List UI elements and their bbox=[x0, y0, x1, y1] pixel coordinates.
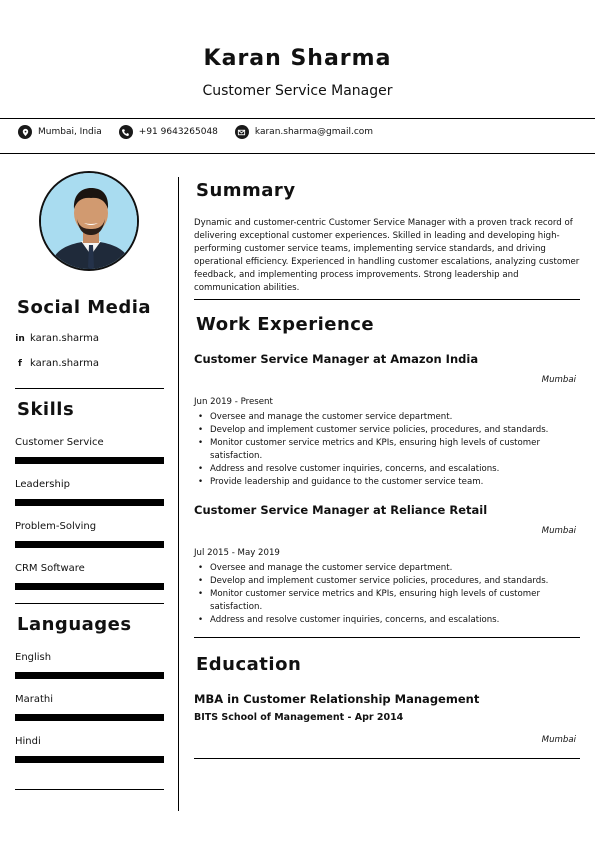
list-item: • Address and resolve customer inquiries, concerns, and escalations. bbox=[210, 463, 580, 476]
skill-bar bbox=[15, 541, 164, 548]
candidate-name: Karan Sharma bbox=[203, 46, 392, 71]
job-bullets bbox=[210, 411, 580, 489]
education-divider bbox=[194, 758, 580, 759]
job-title: Customer Service Manager at Amazon India bbox=[194, 352, 479, 366]
skill-label: Customer Service bbox=[15, 437, 104, 448]
contact-location bbox=[18, 125, 102, 139]
skill-bar bbox=[15, 499, 164, 506]
summary-text: Dynamic and customer-centric Customer Service Manager with a proven track record of delivering exceptional customer experiences. Skilled in leading and developing high-performing customer service teams, implementing service standards, and driving operational efficiency. Experienced in handling customer escalations, analyzing customer feedback, and implementing process improvements. Strong leadership and communication abilities. bbox=[194, 218, 580, 293]
list-item: • Monitor customer service metrics and KPIs, ensuring high levels of customer satisfaction. bbox=[210, 437, 580, 463]
list-item: • Develop and implement customer service policies, procedures, and standards. bbox=[210, 575, 580, 588]
language-label: Marathi bbox=[15, 694, 54, 705]
language-label: English bbox=[15, 652, 52, 663]
list-item: • Provide leadership and guidance to the customer service team. bbox=[210, 476, 580, 489]
avatar bbox=[39, 171, 139, 271]
experience-divider bbox=[194, 637, 580, 638]
language-bar bbox=[15, 714, 164, 721]
social-linkedin[interactable] bbox=[15, 333, 99, 344]
contact-location-text: Mumbai, India bbox=[38, 127, 102, 137]
skills-heading: Skills bbox=[17, 399, 75, 420]
avatar-portrait bbox=[41, 173, 139, 271]
job-location: Mumbai bbox=[541, 375, 576, 385]
job-dates: Jun 2019 - Present bbox=[194, 397, 273, 407]
skill-label: CRM Software bbox=[15, 563, 85, 574]
location-pin-icon bbox=[18, 125, 32, 139]
education-school: BITS School of Management - Apr 2014 bbox=[194, 712, 404, 723]
job-dates: Jul 2015 - May 2019 bbox=[194, 548, 280, 558]
list-item: • Address and resolve customer inquiries, concerns, and escalations. bbox=[210, 614, 580, 627]
job-title: Customer Service Manager at Reliance Retail bbox=[194, 503, 488, 517]
job-bullets bbox=[210, 562, 580, 627]
skill-label: Problem-Solving bbox=[15, 521, 97, 532]
facebook-icon: f bbox=[18, 358, 22, 369]
phone-icon bbox=[119, 125, 133, 139]
skill-bar bbox=[15, 583, 164, 590]
contact-bar bbox=[18, 124, 390, 140]
skill-bar bbox=[15, 457, 164, 464]
social-facebook[interactable] bbox=[15, 358, 99, 369]
language-bar bbox=[15, 672, 164, 679]
education-location: Mumbai bbox=[541, 735, 576, 745]
education-degree: MBA in Customer Relationship Management bbox=[194, 692, 480, 706]
work-experience-heading: Work Experience bbox=[196, 314, 375, 335]
languages-divider bbox=[15, 789, 164, 790]
language-label: Hindi bbox=[15, 736, 41, 747]
languages-heading: Languages bbox=[17, 614, 132, 635]
contact-email-text: karan.sharma@gmail.com bbox=[254, 127, 374, 137]
list-item: • Oversee and manage the customer service department. bbox=[210, 411, 580, 424]
list-item: • Oversee and manage the customer service department. bbox=[210, 562, 580, 575]
skill-label: Leadership bbox=[15, 479, 70, 490]
education-heading: Education bbox=[196, 654, 302, 675]
linkedin-icon: in bbox=[15, 333, 25, 344]
contact-email[interactable] bbox=[235, 125, 373, 139]
header-divider bbox=[0, 118, 595, 119]
contact-divider bbox=[0, 153, 595, 154]
email-icon bbox=[235, 125, 249, 139]
contact-phone[interactable] bbox=[119, 125, 218, 139]
social-divider bbox=[15, 388, 164, 389]
candidate-title: Customer Service Manager bbox=[202, 83, 393, 99]
contact-phone-text: +91 9643265048 bbox=[138, 127, 218, 137]
list-item: • Develop and implement customer service policies, procedures, and standards. bbox=[210, 424, 580, 437]
column-divider bbox=[178, 177, 179, 811]
social-linkedin-text: karan.sharma bbox=[30, 333, 99, 344]
summary-divider bbox=[194, 299, 580, 300]
summary-heading: Summary bbox=[196, 180, 296, 201]
social-media-heading: Social Media bbox=[17, 297, 152, 318]
language-bar bbox=[15, 756, 164, 763]
job-location: Mumbai bbox=[541, 526, 576, 536]
skills-divider bbox=[15, 603, 164, 604]
list-item: • Monitor customer service metrics and KPIs, ensuring high levels of customer satisfaction. bbox=[210, 588, 580, 614]
social-facebook-text: karan.sharma bbox=[30, 358, 99, 369]
